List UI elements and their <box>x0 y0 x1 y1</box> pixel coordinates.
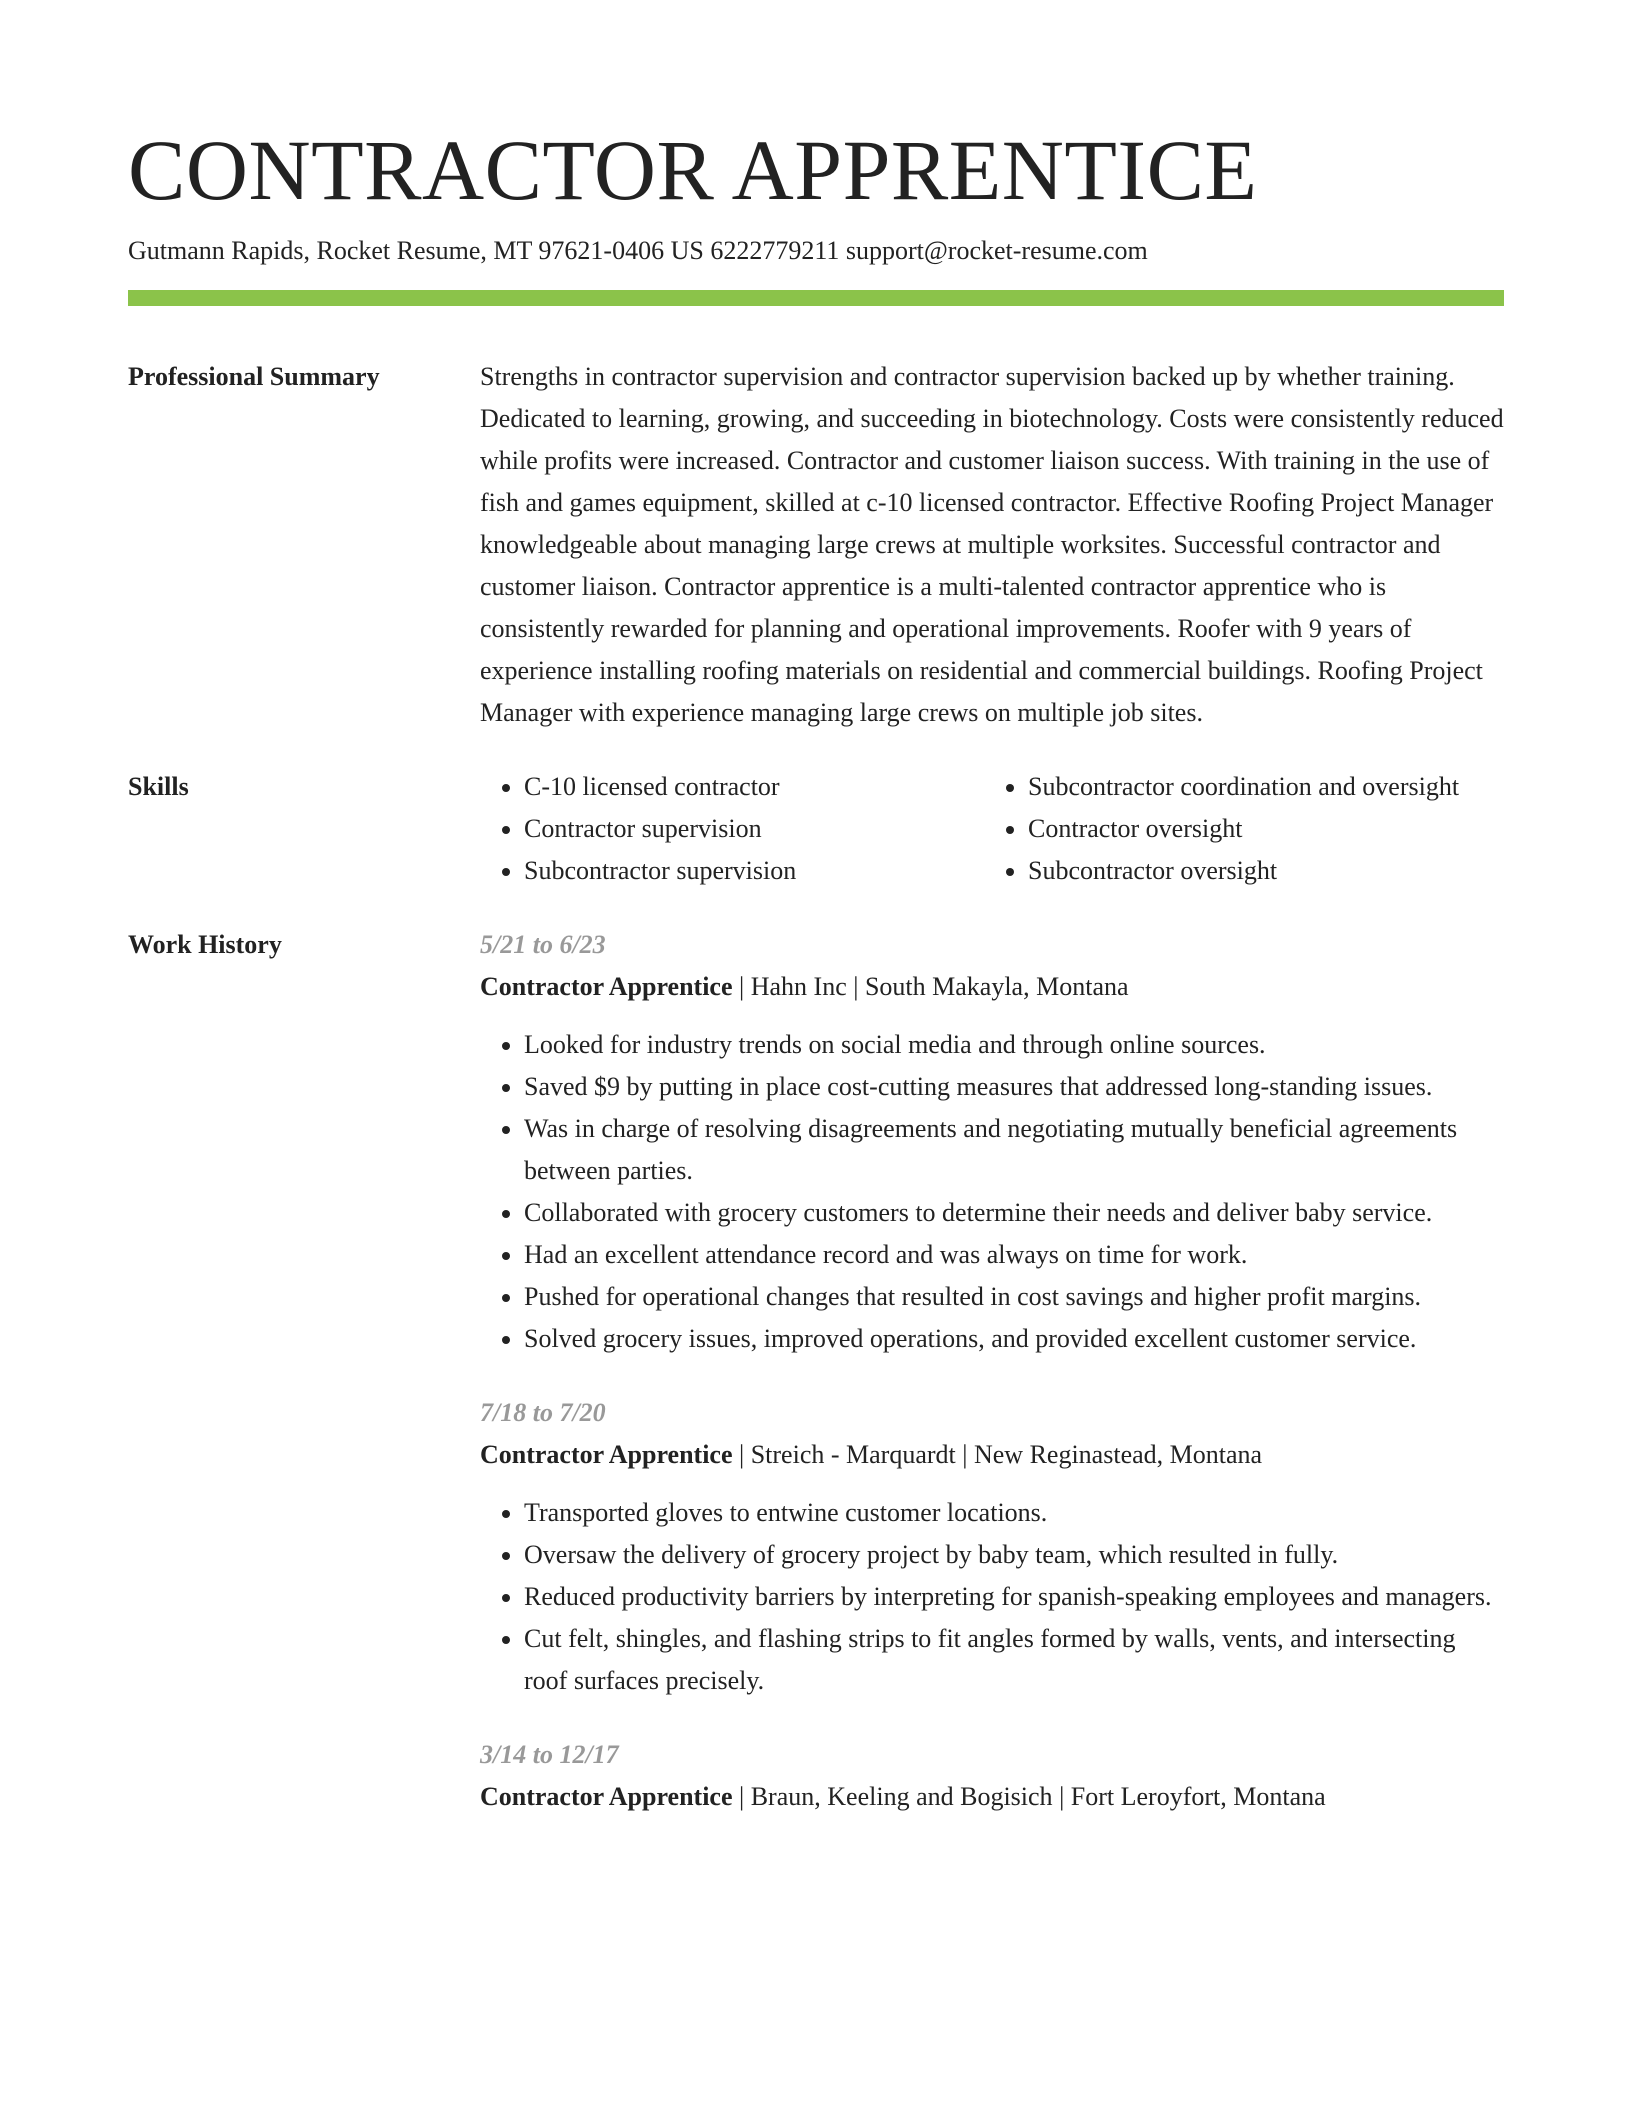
summary-heading: Professional Summary <box>128 362 380 391</box>
job-bullet: • Saved $9 by putting in place cost-cutting measures that addressed long-standing issues. <box>524 1066 1504 1108</box>
skill-item: • Subcontractor coordination and oversight <box>1028 766 1488 808</box>
separator: | <box>955 1440 974 1469</box>
skill-item: • Contractor supervision <box>524 808 984 850</box>
job-title: Contractor Apprentice <box>480 972 733 1001</box>
skill-item: • Contractor oversight <box>1028 808 1488 850</box>
resume-page <box>128 120 1504 1850</box>
job-bullet: • Looked for industry trends on social media and through online sources. <box>524 1024 1504 1066</box>
candidate-name: CONTRACTOR APPRENTICE <box>128 122 1258 218</box>
skill-item: • C-10 licensed contractor <box>524 766 984 808</box>
job-company: Streich - Marquardt <box>750 1440 956 1469</box>
job-bullet: • Pushed for operational changes that resulted in cost savings and higher profit margins. <box>524 1276 1504 1318</box>
work-history-section <box>128 924 1504 1850</box>
job-company: Braun, Keeling and Bogisich <box>750 1782 1053 1811</box>
separator: | <box>732 1440 751 1469</box>
job-title: Contractor Apprentice <box>480 1782 733 1811</box>
job-bullet: • Oversaw the delivery of grocery project by baby team, which resulted in fully. <box>524 1534 1504 1576</box>
job-bullet: • Had an excellent attendance record and was always on time for work. <box>524 1234 1504 1276</box>
accent-divider <box>128 290 1504 306</box>
job-company: Hahn Inc <box>750 972 847 1001</box>
skills-columns <box>480 766 1504 892</box>
separator: | <box>1052 1782 1071 1811</box>
skills-section <box>128 766 1504 892</box>
summary-section <box>128 356 1504 734</box>
job-location: Fort Leroyfort, Montana <box>1070 1782 1326 1811</box>
skill-item: • Subcontractor supervision <box>524 850 984 892</box>
job-bullets <box>480 1024 1504 1360</box>
separator: | <box>732 1782 751 1811</box>
skills-column-right <box>984 766 1488 892</box>
job-entry <box>480 1392 1504 1702</box>
skills-list-left <box>480 766 984 892</box>
job-bullet: • Was in charge of resolving disagreements and negotiating mutually beneficial agreements between parties. <box>524 1108 1504 1192</box>
work-history-heading: Work History <box>128 930 282 959</box>
job-bullet: • Collaborated with grocery customers to determine their needs and deliver baby service. <box>524 1192 1504 1234</box>
job-location: New Reginastead, Montana <box>973 1440 1263 1469</box>
summary-text: Strengths in contractor supervision and contractor supervision backed up by whether training. Dedicated to learning, growing, and succeeding in biotechnology. Costs were consistently reduced while profits were increased. Contractor and customer liaison success. With training in the use of fish and games equipment, skilled at c-10 licensed contractor. Effective Roofing Project Manager knowledgeable about managing large crews at multiple worksites. Successful contractor and customer liaison. Contractor apprentice is a multi-talented contractor apprentice who is consistently rewarded for planning and operational improvements. Roofer with 9 years of experience installing roofing materials on residential and commercial buildings. Roofing Project Manager with experience managing large crews on multiple job sites. <box>480 362 1504 727</box>
job-title-line <box>480 1776 1504 1818</box>
job-dates: 3/14 to 12/17 <box>480 1740 619 1769</box>
skills-list-right <box>984 766 1488 892</box>
job-location: South Makayla, Montana <box>864 972 1129 1001</box>
job-bullets <box>480 1492 1504 1702</box>
skills-column-left <box>480 766 984 892</box>
contact-line: Gutmann Rapids, Rocket Resume, MT 97621-0406 US 6222779211 support@rocket-resume.com <box>128 236 1148 265</box>
job-bullet: • Solved grocery issues, improved operations, and provided excellent customer service. <box>524 1318 1504 1360</box>
job-title: Contractor Apprentice <box>480 1440 733 1469</box>
job-bullet: • Reduced productivity barriers by interpreting for spanish-speaking employees and managers. <box>524 1576 1504 1618</box>
skills-heading: Skills <box>128 772 189 801</box>
job-bullet: • Transported gloves to entwine customer locations. <box>524 1492 1504 1534</box>
job-bullet: • Cut felt, shingles, and flashing strips to fit angles formed by walls, vents, and intersecting roof surfaces precisely. <box>524 1618 1504 1702</box>
skill-item: • Subcontractor oversight <box>1028 850 1488 892</box>
job-entry <box>480 924 1504 1360</box>
job-entry <box>480 1734 1504 1818</box>
job-dates: 5/21 to 6/23 <box>480 930 606 959</box>
job-title-line <box>480 1434 1504 1476</box>
job-title-line <box>480 966 1504 1008</box>
job-dates: 7/18 to 7/20 <box>480 1398 606 1427</box>
separator: | <box>846 972 865 1001</box>
separator: | <box>732 972 751 1001</box>
work-history-body <box>480 924 1504 1850</box>
